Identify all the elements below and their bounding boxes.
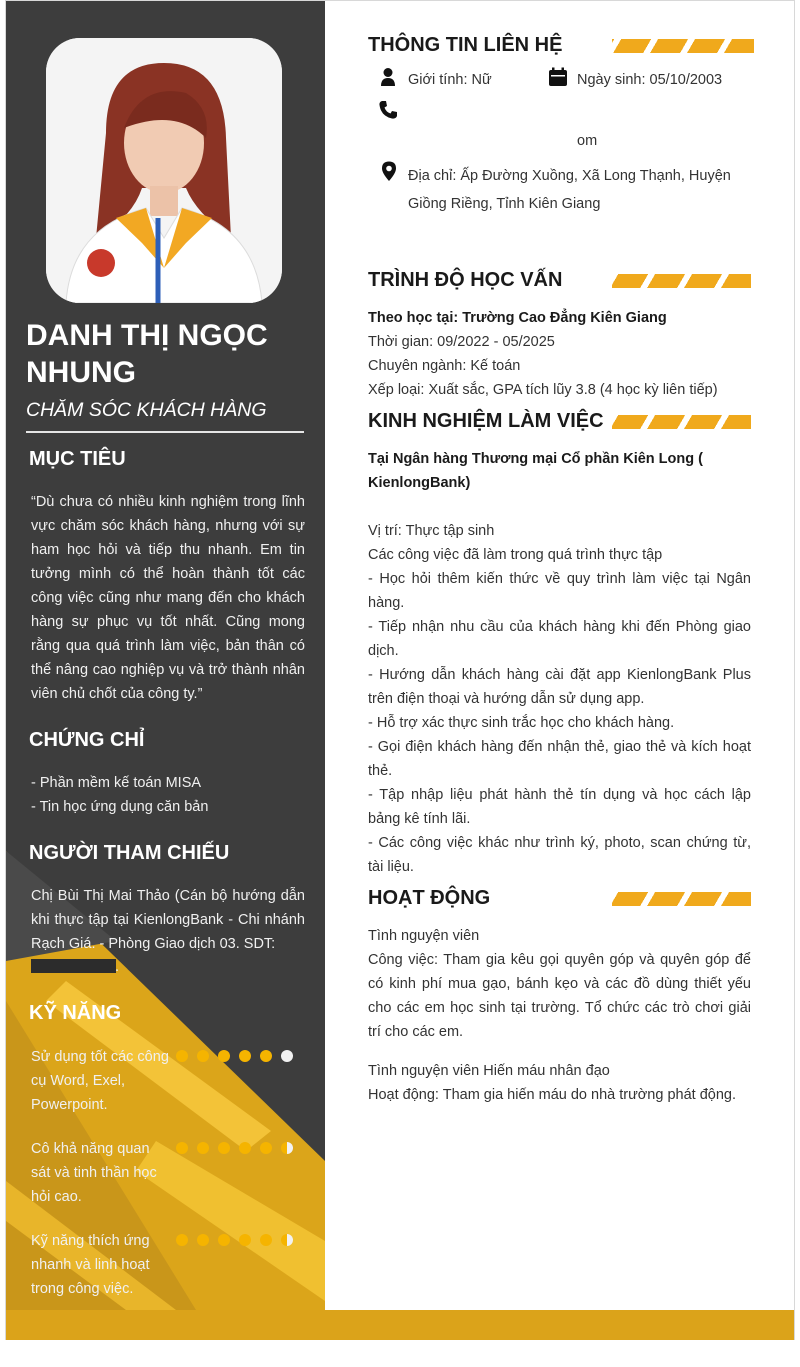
skill-dot — [176, 1142, 188, 1154]
experience-duty: - Các công việc khác như trình ký, photo, scan chứng từ, tài liệu. — [368, 835, 751, 875]
job-title: CHĂM SÓC KHÁCH HÀNG — [26, 399, 267, 421]
experience-duty: - Học hỏi thêm kiến thức về quy trình làm việc tại Ngân hàng. — [368, 571, 751, 611]
heading-stripe — [612, 415, 751, 429]
profile-photo — [46, 38, 282, 303]
footer-bar — [6, 1310, 794, 1340]
skill-dot — [239, 1234, 251, 1246]
skill-dot — [239, 1050, 251, 1062]
education-major: Chuyên ngành: Kế toán — [368, 358, 521, 374]
skill-label: Cô khả năng quan sát và tinh thần học hỏi cao. — [31, 1141, 157, 1205]
skill-label: Kỹ năng thích ứng nhanh và linh hoạt trong công việc. — [31, 1233, 150, 1297]
location-pin-icon — [379, 161, 399, 181]
skill-dot — [260, 1142, 272, 1154]
address: Địa chỉ: Ấp Đường Xuồng, Xã Long Thạnh, Huyện Giồng Riềng, Tỉnh Kiên Giang — [408, 168, 731, 212]
education-school: Theo học tại: Trường Cao Đẳng Kiên Giang — [368, 310, 667, 326]
activity-title: Tình nguyện viên Hiến máu nhân đạo — [368, 1063, 610, 1079]
skill-rating — [176, 1050, 293, 1062]
heading-stripe — [612, 39, 754, 53]
experience-intro: Các công việc đã làm trong quá trình thực tập — [368, 547, 663, 563]
experience-duty: - Gọi điện khách hàng đến nhận thẻ, giao thẻ và kích hoạt thẻ. — [368, 739, 751, 779]
activity-text: Hoạt động: Tham gia hiến máu do nhà trường phát động. — [368, 1087, 737, 1103]
experience-position: Vị trí: Thực tập sinh — [368, 523, 495, 539]
references-heading: NGƯỜI THAM CHIẾU — [29, 842, 230, 864]
activity-title: Tình nguyện viên — [368, 928, 480, 944]
redacted-phone — [31, 959, 116, 973]
skill-dot — [239, 1142, 251, 1154]
education-time: Thời gian: 09/2022 - 05/2025 — [368, 334, 555, 350]
email-fragment: om — [577, 133, 598, 149]
education-grade: Xếp loại: Xuất sắc, GPA tích lũy 3.8 (4 học kỳ liên tiếp) — [368, 382, 718, 398]
experience-duty: - Tập nhập liệu phát hành thẻ tín dụng và học cách lập bảng kê tính lãi. — [368, 787, 751, 827]
objective-heading: MỤC TIÊU — [29, 448, 126, 470]
skill-dot — [197, 1050, 209, 1062]
calendar-icon — [548, 67, 568, 87]
skill-dot — [260, 1050, 272, 1062]
skill-rating — [176, 1142, 293, 1154]
sidebar — [6, 1, 325, 1310]
certificate-item: - Tin học ứng dụng căn bản — [31, 799, 209, 815]
certificates-heading: CHỨNG CHỈ — [29, 729, 145, 751]
experience-duty: - Tiếp nhận nhu cầu của khách hàng khi đến Phòng giao dịch. — [368, 619, 751, 659]
skill-dot — [281, 1234, 293, 1246]
heading-stripe — [612, 892, 751, 906]
experience-heading: KINH NGHIỆM LÀM VIỆC — [368, 410, 604, 432]
divider — [26, 431, 304, 433]
skill-label: Sử dụng tốt các công cụ Word, Exel, Powerpoint. — [31, 1049, 169, 1113]
skill-dot — [176, 1050, 188, 1062]
activity-text: Công việc: Tham gia kêu gọi quyên góp và quyên góp để có kinh phí mua gạo, bánh kẹo và các đồ dùng thiết yếu cho các em học sinh tại trường. Tổ chức các trò chơi giải trí cho các em. — [368, 952, 751, 1040]
references-trailing: . — [115, 959, 120, 975]
education-heading: TRÌNH ĐỘ HỌC VẤN — [368, 269, 563, 291]
experience-company: Tại Ngân hàng Thương mại Cổ phần Kiên Long ( KienlongBank) — [368, 451, 703, 491]
experience-duty: - Hướng dẫn khách hàng cài đặt app KienlongBank Plus trên điện thoại và hướng dẫn sử dụng app. — [368, 667, 751, 707]
gender: Giới tính: Nữ — [408, 72, 492, 88]
contact-heading: THÔNG TIN LIÊN HỆ — [368, 34, 563, 56]
skill-dot — [218, 1050, 230, 1062]
skill-dot — [197, 1142, 209, 1154]
birthday: Ngày sinh: 05/10/2003 — [577, 72, 723, 88]
phone-icon — [378, 100, 398, 120]
skill-dot — [281, 1050, 293, 1062]
skill-dot — [197, 1234, 209, 1246]
skill-dot — [218, 1142, 230, 1154]
references-text: Chị Bùi Thị Mai Thảo (Cán bộ hướng dẫn khi thực tập tại KienlongBank - Chi nhánh Rạch Giá. - Phòng Giao dịch 03. SDT: — [31, 888, 305, 952]
objective-text: “Dù chưa có nhiều kinh nghiệm trong lĩnh vực chăm sóc khách hàng, nhưng với sự ham học hỏi và tiếp thu nhanh. Em tin tưởng mình có thể hoàn thành tốt các công việc cũng như mang đến cho khách hàng sự phục vụ tốt nhất. Cũng mong rằng qua quá trình làm việc, bản thân có thể nâng cao nghiệp vụ và trở thành nhân viên chủ chốt của công ty.” — [31, 494, 305, 702]
skills-heading: KỸ NĂNG — [29, 1002, 122, 1024]
heading-stripe — [612, 274, 751, 288]
skill-rating — [176, 1234, 293, 1246]
candidate-name: DANH THỊ NGỌC NHUNG — [26, 319, 268, 389]
portrait-image — [46, 38, 282, 303]
skill-dot — [176, 1234, 188, 1246]
skill-dot — [281, 1142, 293, 1154]
activities-heading: HOẠT ĐỘNG — [368, 887, 491, 909]
certificate-item: - Phần mềm kế toán MISA — [31, 775, 202, 791]
person-icon — [378, 67, 398, 87]
skill-dot — [218, 1234, 230, 1246]
skill-dot — [260, 1234, 272, 1246]
experience-duty: - Hỗ trợ xác thực sinh trắc học cho khách hàng. — [368, 715, 675, 731]
